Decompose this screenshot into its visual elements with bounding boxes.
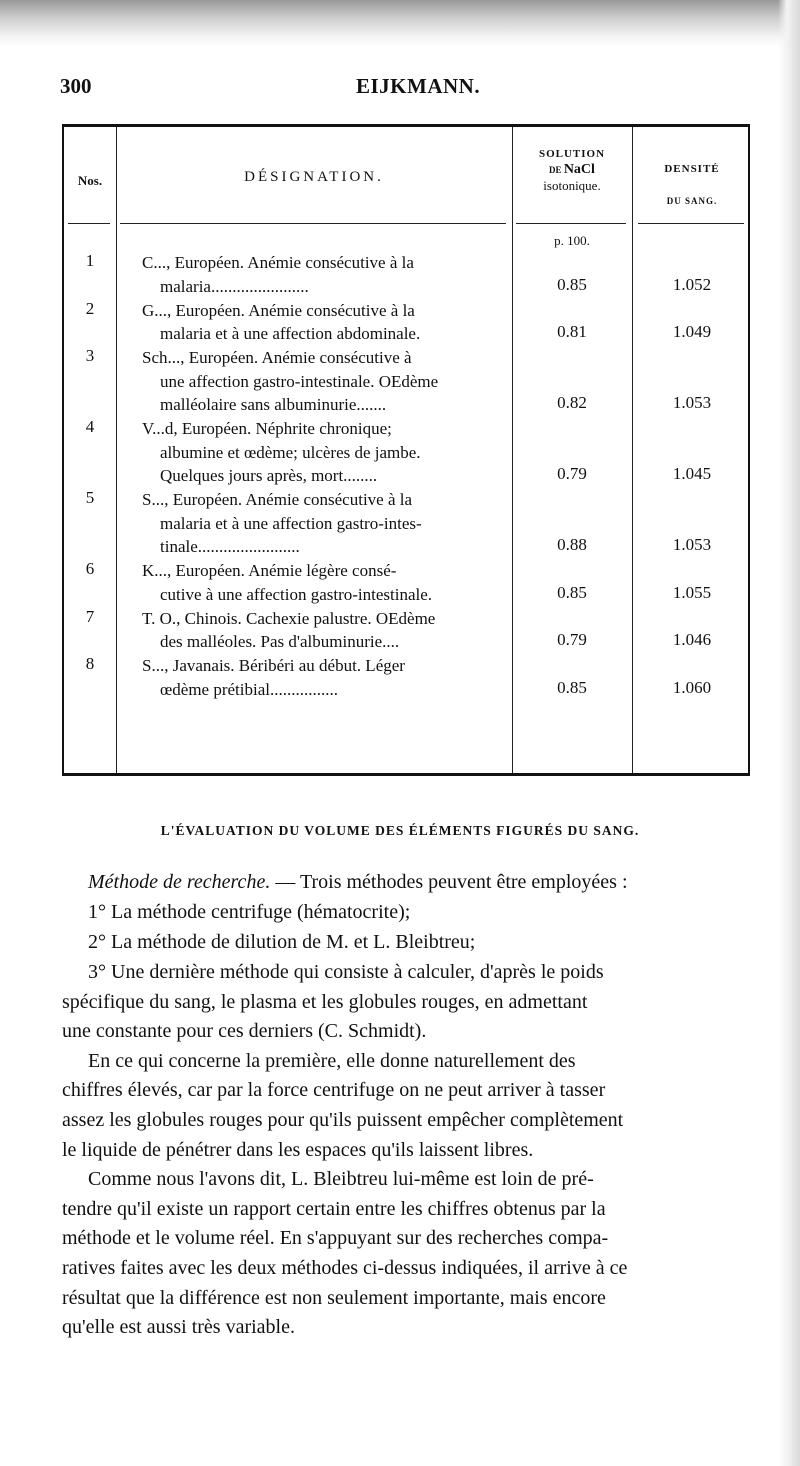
table-row — [64, 607, 752, 654]
text-line: le liquide de pénétrer dans les espaces qu'ils laissent libres. — [62, 1138, 534, 1161]
designation-line: cutive à une affection gastro-intestinale. — [160, 584, 433, 604]
row-number: 7 — [85, 606, 95, 626]
designation-line: K..., Européen. Anémie légère consé- — [142, 561, 397, 580]
density-value: 1.053 — [672, 393, 712, 412]
row-designation — [142, 346, 510, 417]
table-row — [64, 251, 752, 298]
text-line: En ce qui concerne la première, elle donne naturellement des — [88, 1049, 576, 1072]
row-number: 1 — [85, 251, 95, 270]
designation-line: albumine et œdème; ulcères de jambe. — [160, 442, 421, 462]
designation-line: S..., Européen. Anémie consécutive à la — [142, 490, 413, 509]
method-line — [62, 868, 756, 898]
designation-line: S..., Javanais. Béribéri au début. Léger — [142, 656, 405, 675]
row-number: 6 — [85, 559, 95, 578]
designation-line: malaria....................... — [160, 276, 309, 296]
table-row — [64, 346, 752, 417]
row-designation — [142, 299, 510, 346]
header-designation: DÉSIGNATION. — [244, 169, 384, 185]
header-solution-nacl: NaCl — [563, 162, 595, 177]
row-designation — [142, 607, 510, 654]
text-line: Comme nous l'avons dit, L. Bleibtreu lui-même est loin de pré- — [88, 1168, 594, 1191]
solution-value: 0.79 — [557, 464, 587, 483]
method-item-1: 1° La méthode centrifuge (hématocrite); — [88, 901, 411, 923]
solution-value: 0.85 — [557, 582, 587, 602]
text-line: spécifique du sang, le plasma et les globules rouges, en admettant — [62, 990, 588, 1013]
density-value: 1.049 — [672, 322, 712, 341]
header-solution-line1: SOLUTION — [538, 148, 606, 160]
solution-value: 0.82 — [557, 393, 587, 412]
unit-label: p. 100. — [554, 233, 590, 248]
solution-value: 0.88 — [557, 535, 587, 554]
table-row — [64, 654, 752, 701]
designation-line: malaria et à une affection abdominale. — [160, 324, 421, 343]
page-number: 300 — [60, 74, 92, 98]
row-designation — [142, 654, 510, 701]
header-solution-line3: isotonique. — [543, 178, 601, 193]
row-number: 2 — [85, 298, 95, 318]
scan-right-shading — [778, 0, 800, 1466]
method-line-text — [62, 868, 628, 898]
solution-value: 0.85 — [557, 274, 587, 294]
designation-line: malléolaire sans albuminurie....... — [160, 395, 387, 414]
header-density — [632, 153, 752, 217]
header-solution-de: DE — [549, 165, 562, 175]
designation-line: tinale........................ — [160, 537, 300, 556]
row-number: 3 — [85, 346, 95, 365]
header-solution-line2 — [512, 162, 632, 178]
text-line: méthode et le volume réel. En s'appuyant sur des recherches compa- — [62, 1227, 609, 1250]
header-number: Nos. — [77, 173, 103, 188]
running-title: EIJKMANN. — [356, 74, 481, 98]
text-line: tendre qu'il existe un rapport certain entre les chiffres obtenus par la — [62, 1197, 606, 1220]
scan-top-shading — [0, 0, 800, 46]
solution-value: 0.79 — [557, 630, 587, 649]
table-row — [64, 299, 752, 346]
header-density-line1: DENSITÉ — [664, 163, 720, 175]
method-rest: — Trois méthodes peuvent être employées : — [270, 871, 628, 893]
designation-line: une affection gastro-intestinale. OEdème — [160, 371, 439, 391]
density-value: 1.045 — [672, 464, 712, 483]
designation-line: C..., Européen. Anémie consécutive à la — [142, 253, 414, 272]
designation-line: G..., Européen. Anémie consécutive à la — [142, 300, 415, 320]
table-row — [64, 488, 752, 559]
density-value: 1.055 — [672, 582, 712, 602]
designation-line: des malléoles. Pas d'albuminurie.... — [160, 632, 400, 651]
text-line: qu'elle est aussi très variable. — [62, 1316, 295, 1339]
solution-value: 0.81 — [557, 322, 587, 341]
row-number: 5 — [85, 488, 95, 507]
density-value: 1.053 — [672, 535, 712, 554]
header-solution — [512, 147, 632, 193]
density-value: 1.052 — [672, 274, 712, 294]
table-row — [64, 417, 752, 488]
header-rule — [638, 223, 744, 224]
text-line: assez les globules rouges pour qu'ils puissent empêcher complètement — [62, 1109, 624, 1131]
header-rule — [68, 223, 110, 224]
running-head — [60, 74, 760, 104]
density-value: 1.060 — [672, 677, 712, 697]
section-title: L'ÉVALUATION DU VOLUME DES ÉLÉMENTS FIGURÉS DU SANG. — [160, 823, 640, 838]
density-value: 1.046 — [672, 630, 712, 649]
text-line: une constante pour ces derniers (C. Schmidt). — [62, 1020, 427, 1043]
header-rule — [120, 223, 506, 224]
designation-line: Quelques jours après, mort........ — [160, 466, 378, 485]
text-line: résultat que la différence est non seulement importante, mais encore — [62, 1286, 606, 1309]
designation-line: œdème prétibial................ — [160, 679, 338, 699]
row-number: 8 — [85, 654, 95, 673]
solution-value: 0.85 — [557, 677, 587, 697]
header-density-line2: DU SANG. — [666, 196, 718, 206]
row-designation — [142, 559, 510, 606]
designation-line: V...d, Européen. Néphrite chronique; — [142, 419, 392, 438]
method-label: Méthode de recherche. — [88, 871, 271, 893]
designation-line: Sch..., Européen. Anémie consécutive à — [142, 348, 412, 367]
table-row — [64, 559, 752, 606]
text-line: ratives faites avec les deux méthodes ci-dessus indiquées, il arrive à ce — [62, 1257, 628, 1279]
designation-line: T. O., Chinois. Cachexie palustre. OEdème — [142, 608, 436, 628]
row-designation — [142, 251, 510, 298]
row-designation — [142, 417, 510, 488]
header-rule — [516, 223, 626, 224]
text-line: chiffres élevés, car par la force centrifuge on ne peut arriver à tasser — [62, 1079, 606, 1102]
text-line: 3° Une dernière méthode qui consiste à calculer, d'après le poids — [88, 961, 604, 983]
method-item-2: 2° La méthode de dilution de M. et L. Bleibtreu; — [88, 931, 476, 953]
row-number: 4 — [85, 417, 95, 436]
data-table — [62, 124, 750, 776]
designation-line: malaria et à une affection gastro-intes- — [160, 513, 422, 533]
row-designation — [142, 488, 510, 559]
